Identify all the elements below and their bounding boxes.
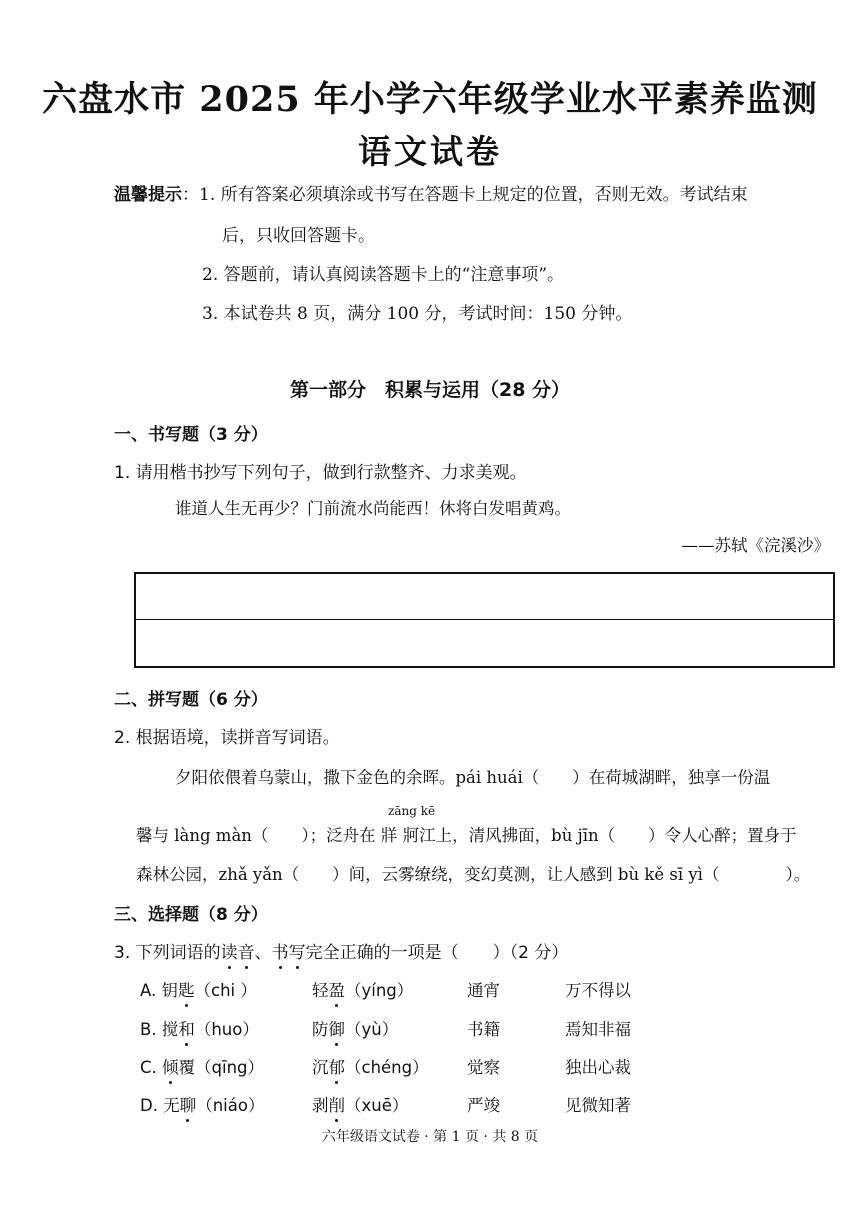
option-c-word-4: 独出心裁 <box>565 1058 631 1077</box>
notice-line-1 <box>114 180 748 205</box>
notice-item-3: 3. 本试卷共 8 页，满分 100 分，考试时间：150 分钟。 <box>202 304 633 324</box>
option-d-word-3: 严竣 <box>467 1096 500 1115</box>
option-b-word-2: 防御（yù） <box>312 1016 398 1040</box>
option-c-word-2: 沉郁（chéng） <box>312 1054 429 1078</box>
option-a-word-4: 万不得以 <box>565 981 631 1000</box>
pinyin-annotation: zāng kē <box>388 804 436 818</box>
handwriting-answer-box[interactable] <box>134 572 835 668</box>
option-d-word-1[interactable]: D. 无聊（niáo） <box>140 1092 264 1116</box>
section-3-heading: 三、选择题（8 分） <box>114 905 268 925</box>
option-c-word-3: 觉察 <box>467 1058 500 1077</box>
option-a-word-1[interactable]: A. 钥匙（chi ） <box>140 977 257 1001</box>
exam-title: 六盘水市 2025 年小学六年级学业水平素养监测 <box>42 79 818 120</box>
pinyin-passage-line-1: 夕阳依偎着乌蒙山，撒下金色的余晖。pái huái（ ）在荷城湖畔，独享一份温 <box>175 768 771 787</box>
option-a-word-3: 通宵 <box>467 981 500 1000</box>
option-a-word-2: 轻盈（yíng） <box>312 977 413 1001</box>
question-3: 3. 下列词语的读音、书写完全正确的一项是（ ）（2 分） <box>114 938 568 963</box>
notice-item-2: 2. 答题前，请认真阅读答题卡上的“注意事项”。 <box>202 265 565 285</box>
option-c-word-1[interactable]: C. 倾覆（qīng） <box>140 1054 264 1078</box>
pinyin-passage-line-2: 馨与 làng màn（ ）；泛舟在 牂 牁江上，清风拂面，bù jīn（ ）令人心醉；置身于 <box>136 826 797 845</box>
option-b-word-1[interactable]: B. 搅和（huo） <box>140 1016 259 1040</box>
section-2-heading: 二、拼写题（6 分） <box>114 690 268 710</box>
notice-item-1-continued: 后，只收回答题卡。 <box>222 226 375 246</box>
option-d-word-4: 见微知著 <box>565 1096 631 1115</box>
exam-subtitle: 语文试卷 <box>358 132 502 171</box>
option-d-word-2: 剥削（xuē） <box>312 1092 408 1116</box>
option-b-word-4: 焉知非福 <box>565 1020 631 1039</box>
option-b-word-3: 书籍 <box>467 1020 500 1039</box>
poem-source: ——苏轼《浣溪沙》 <box>681 536 830 555</box>
part-1-title: 第一部分 积累与运用（28 分） <box>289 379 571 401</box>
page-footer: 六年级语文试卷 · 第 1 页 · 共 8 页 <box>321 1129 539 1145</box>
pinyin-passage-line-3: 森林公园，zhǎ yǎn（ ）间，云雾缭绕，变幻莫测，让人感到 bù kě sī yì（ ）。 <box>136 865 811 884</box>
answer-box-divider <box>136 619 833 620</box>
notice-item-1: ：1. 所有答案必须填涂或书写在答题卡上规定的位置，否则无效。考试结束 <box>182 185 748 205</box>
question-2: 2. 根据语境，读拼音写词语。 <box>114 728 340 748</box>
section-1-heading: 一、书写题（3 分） <box>114 425 268 445</box>
question-1: 1. 请用楷书抄写下列句子，做到行款整齐、力求美观。 <box>114 463 527 483</box>
notice-label: 温馨提示 <box>114 185 182 205</box>
poem-line: 谁道人生无再少？门前流水尚能西！休将白发唱黄鸡。 <box>175 499 571 518</box>
